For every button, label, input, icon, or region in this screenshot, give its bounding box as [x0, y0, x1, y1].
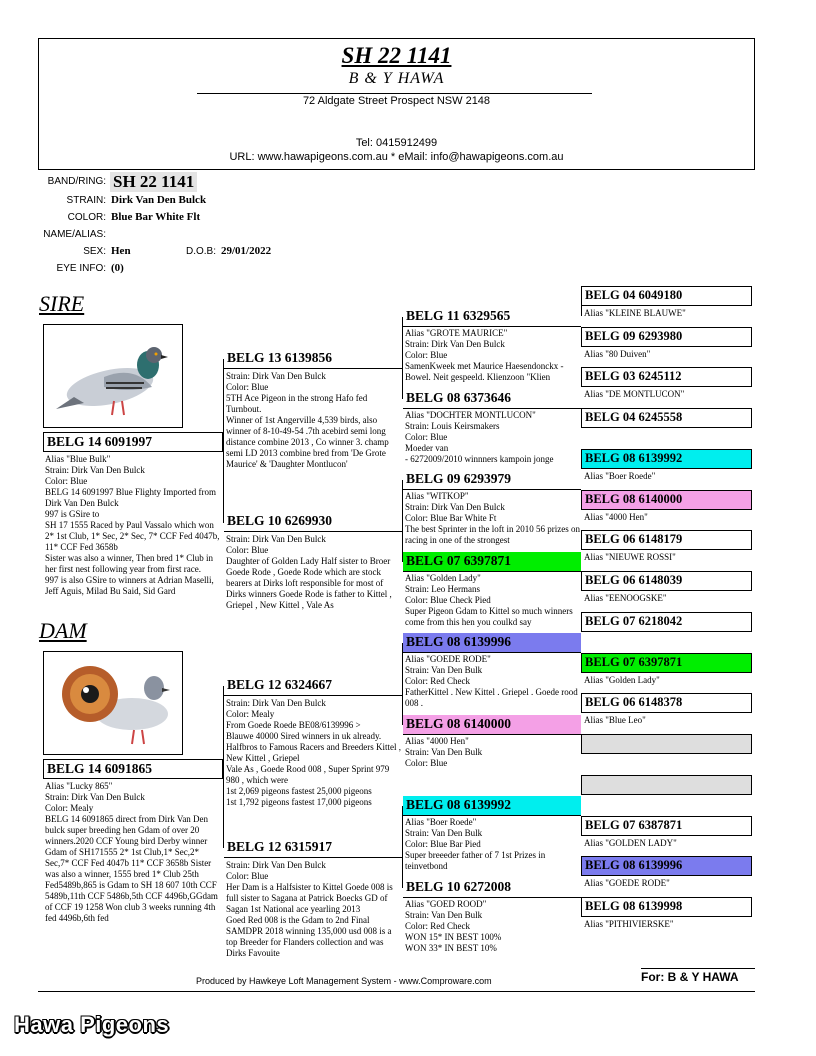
strain-value: Dirk Van Den Bulck	[111, 194, 207, 206]
gen5-band-8: BELG 06 6148039	[581, 571, 752, 591]
pigeon-icon	[44, 652, 182, 754]
detail-line: Super breeeder father of 7 1st Prizes in teinvetbond	[405, 850, 546, 871]
great-grandparent-band-6: BELG 08 6140000	[403, 715, 581, 735]
detail-line: WON 33* IN BEST 10%	[405, 943, 497, 953]
great-grandparent-band-5: BELG 08 6139996	[403, 633, 581, 653]
dam-title: DAM	[39, 618, 87, 643]
header-box	[38, 38, 755, 170]
detail-line: Strain: Van Den Bulk	[405, 747, 483, 757]
gen5-band-15: BELG 08 6139996	[581, 856, 752, 876]
gen5-band-2: BELG 09 6293980	[581, 327, 752, 347]
grandparent-details-4	[226, 860, 402, 970]
detail-line: Alias "Golden Lady"	[405, 573, 481, 583]
gen5-band-4: BELG 04 6245558	[581, 408, 752, 428]
detail-line: 1st 1,792 pigeons fastest 17,000 pigeons	[226, 797, 372, 807]
detail-line: Alias "GROTE MAURICE"	[405, 328, 508, 338]
sire-details	[45, 454, 223, 636]
detail-line: Alias "DOCHTER MONTLUCON"	[405, 410, 536, 420]
gen5-alias-14: Alias "GOLDEN LADY"	[584, 838, 677, 848]
sex-value: Hen	[111, 245, 131, 257]
header-divider	[197, 93, 592, 94]
eye-value: (0)	[111, 262, 124, 274]
header-band: SH 22 1141	[341, 43, 452, 68]
detail-line: Color: Mealy	[226, 709, 275, 719]
grandparent-band-4: BELG 12 6315917	[224, 838, 402, 858]
gen5-alias-3: Alias "DE MONTLUCON"	[584, 389, 685, 399]
detail-line: Strain: Van Den Bulk	[405, 828, 483, 838]
sex-label: SEX:	[83, 246, 106, 257]
detail-line: Alias "Blue Bulk"	[45, 454, 111, 464]
name-label: NAME/ALIAS:	[43, 229, 106, 240]
detail-line: Color: Blue	[45, 476, 88, 486]
dam-photo	[43, 651, 183, 755]
great-grandparent-band-4: BELG 07 6397871	[403, 552, 581, 572]
detail-line: Alias "GOEDE RODE"	[405, 654, 491, 664]
detail-line: Daughter of Golden Lady Half sister to Broer Goede Rode , Goede Rode which are stock bearers at Dirks loft responsible for most of Dirks winners Goede Rode is father to Kittel , Griepel , New Kittel , Vale As	[226, 556, 392, 610]
gen5-band-9: BELG 07 6218042	[581, 612, 752, 632]
color-label: COLOR:	[67, 212, 106, 223]
gen5-alias-11: Alias "Blue Leo"	[584, 715, 646, 725]
header-tel: Tel: 0415912499	[355, 137, 438, 149]
sire-band: BELG 14 6091997	[43, 432, 223, 452]
gen5-alias-16: Alias "PITHIVIERSKE"	[584, 919, 674, 929]
gen5-band-16: BELG 08 6139998	[581, 897, 752, 917]
grandparent-band-2: BELG 10 6269930	[224, 512, 402, 532]
gen5-band-1: BELG 04 6049180	[581, 286, 752, 306]
detail-line: Alias "Lucky 865"	[45, 781, 113, 791]
detail-line: SH 17 1555 Raced by Paul Vassalo which won 2* 1st Club, 1* Sec, 2* Sec, 7* CCF Fed 4047b, 11* CCF Fed 3658b	[45, 520, 220, 552]
band-label: BAND/RING:	[47, 176, 106, 187]
dam-details	[45, 781, 223, 941]
detail-line: - 6272009/2010 winnners kampoin jonge	[405, 454, 554, 464]
gen5-band-7: BELG 06 6148179	[581, 530, 752, 550]
gen5-band-11: BELG 06 6148378	[581, 693, 752, 713]
pigeon-icon	[44, 325, 182, 427]
grandparent-details-2	[226, 534, 402, 634]
header-web: URL: www.hawapigeons.com.au * eMail: info@hawapigeons.com.au	[229, 151, 564, 163]
gen5-band-6: BELG 08 6140000	[581, 490, 752, 510]
detail-line: Strain: Dirk Van Den Bulck	[45, 792, 145, 802]
detail-line: The best Sprinter in the loft in 2010 56 prizes on racing in one of the strongest	[405, 524, 580, 545]
great-grandparent-details-3	[405, 491, 581, 551]
detail-line: 5TH Ace Pigeon in the strong Hafo fed Turnbout.	[226, 393, 368, 414]
connector	[402, 317, 403, 399]
detail-line: Alias "Boer Roede"	[405, 817, 477, 827]
gen5-alias-2: Alias "80 Duiven"	[584, 349, 651, 359]
detail-line: From Goede Roede BE08/6139996 >	[226, 720, 361, 730]
strain-label: STRAIN:	[66, 195, 106, 206]
connector	[223, 359, 224, 523]
detail-line: Blauwe 40000 Sired winners in uk already. Halfbros to Famous Racers and Breeders Kittel , New Kittel , Griepel	[226, 731, 401, 763]
detail-line: Super Pigeon Gdam to Kittel so much winners come from this hen you coulkd say	[405, 606, 573, 627]
great-grandparent-details-7	[405, 817, 581, 877]
detail-line: Strain: Louis Keirsmakers	[405, 421, 500, 431]
detail-line: Strain: Dirk Van Den Bulck	[45, 465, 145, 475]
detail-line: Color: Blue	[405, 758, 448, 768]
great-grandparent-band-8: BELG 10 6272008	[403, 878, 581, 898]
watermark: Hawa Pigeons	[14, 1012, 170, 1037]
detail-line: Strain: Van Den Bulk	[405, 910, 483, 920]
gen5-alias-7: Alias "NIEUWE ROSSI"	[584, 552, 676, 562]
footer-for: For: B & Y HAWA	[641, 968, 755, 984]
eye-label: EYE INFO:	[56, 263, 106, 274]
header-address: 72 Aldgate Street Prospect NSW 2148	[302, 95, 491, 107]
detail-line: Alias "GOED ROOD"	[405, 899, 487, 909]
detail-line: Strain: Dirk Van Den Bulck	[226, 371, 326, 381]
great-grandparent-details-8	[405, 899, 581, 959]
detail-line: Strain: Dirk Van Den Bulck	[226, 860, 326, 870]
great-grandparent-band-2: BELG 08 6373646	[403, 389, 581, 409]
gen5-band-5: BELG 08 6139992	[581, 449, 752, 469]
great-grandparent-band-7: BELG 08 6139992	[403, 796, 581, 816]
great-grandparent-band-1: BELG 11 6329565	[403, 307, 581, 327]
detail-line: Color: Blue	[226, 382, 269, 392]
grandparent-details-3	[226, 698, 402, 836]
great-grandparent-details-5	[405, 654, 581, 714]
detail-line: Strain: Leo Hermans	[405, 584, 480, 594]
detail-line: Color: Blue Bar White Ft	[405, 513, 497, 523]
detail-line: Color: Red Check	[405, 676, 470, 686]
detail-line: Alias "4000 Hen"	[405, 736, 469, 746]
dob-label: D.O.B:	[185, 246, 216, 257]
header-owner: B & Y HAWA	[348, 70, 445, 87]
gen5-band-10: BELG 07 6397871	[581, 653, 752, 673]
detail-line: Moeder van	[405, 443, 449, 453]
detail-line: 997 is also GSire to winners at Adrian Maselli, Jeff Aguis, Milad Bu Said, Sid Gard	[45, 575, 214, 596]
dob-value: 29/01/2022	[221, 245, 272, 257]
detail-line: Goed Red 008 is the Gdam to 2nd Final SAMDPR 2018 winning 135,000 usd 008 is a top Breeder for Flanders collection and was Dirks Favouite	[226, 915, 392, 958]
gen5-alias-5: Alias "Boer Roede"	[584, 471, 656, 481]
gen5-alias-15: Alias "GOEDE RODE"	[584, 878, 670, 888]
detail-line: Alias "WITKOP"	[405, 491, 469, 501]
detail-line: 997 is GSire to	[45, 509, 100, 519]
connector	[402, 806, 403, 888]
gen5-band-3: BELG 03 6245112	[581, 367, 752, 387]
gen5-alias-1: Alias "KLEINE BLAUWE"	[584, 308, 686, 318]
detail-line: FatherKittel . New Kittel . Griepel . Goede rood 008 .	[405, 687, 578, 708]
detail-line: Color: Blue	[226, 545, 269, 555]
grandparent-band-1: BELG 13 6139856	[224, 349, 402, 369]
sire-photo	[43, 324, 183, 428]
grandparent-details-1	[226, 371, 402, 489]
detail-line: Winner of 1st Angerville 4,539 birds, also winner of 8-10-49-54 .7th acebird semi long distance combine 2013 , Co winner 3. champ semi LD 2013 combine bred from 'De Grote Maurice' & 'Daughter Montlucon'	[226, 415, 389, 469]
detail-line: BELG 14 6091997 Blue Flighty Imported from Dirk Van Den Bulck	[45, 487, 216, 508]
great-grandparent-details-6	[405, 736, 581, 796]
band-value: SH 22 1141	[110, 172, 197, 192]
detail-line: SamenKweek met Maurice Haesendonckx - Bowel. Neit gespeeld. Klienzoon "Klien	[405, 361, 564, 382]
detail-line: Color: Blue	[405, 350, 448, 360]
great-grandparent-details-1	[405, 328, 581, 388]
gen5-band-12	[581, 734, 752, 754]
footer-produced: Produced by Hawkeye Loft Management System - www.Comproware.com	[196, 976, 492, 986]
detail-line: Strain: Dirk Van Den Bulck	[226, 534, 326, 544]
great-grandparent-details-2	[405, 410, 581, 470]
detail-line: Strain: Dirk Van Den Bulck	[405, 502, 505, 512]
detail-line: Strain: Dirk Van Den Bulck	[226, 698, 326, 708]
detail-line: 1st 2,069 pigeons fastest 25,000 pigeons	[226, 786, 372, 796]
gen5-band-13	[581, 775, 752, 795]
connector	[223, 686, 224, 848]
detail-line: Color: Blue Bar Pied	[405, 839, 481, 849]
dam-band: BELG 14 6091865	[43, 759, 223, 779]
detail-line: WON 15* IN BEST 100%	[405, 932, 502, 942]
detail-line: Strain: Van Den Bulk	[405, 665, 483, 675]
gen5-alias-6: Alias "4000 Hen"	[584, 512, 648, 522]
detail-line: Her Dam is a Halfsister to Kittel Goede 008 is full sister to Sagana at Patrick Boecks GD of Sagan 1st National ace yearling 2013	[226, 882, 393, 914]
detail-line: Color: Blue Check Pied	[405, 595, 491, 605]
color-value: Blue Bar White Flt	[111, 211, 201, 223]
detail-line: Color: Blue	[405, 432, 448, 442]
great-grandparent-band-3: BELG 09 6293979	[403, 470, 581, 490]
footer-divider	[38, 991, 755, 992]
great-grandparent-details-4	[405, 573, 581, 633]
gen5-alias-10: Alias "Golden Lady"	[584, 675, 660, 685]
connector	[402, 643, 403, 725]
detail-line: Color: Red Check	[405, 921, 470, 931]
detail-line: Color: Blue	[226, 871, 269, 881]
detail-line: Sister was also a winner, Then bred 1* Club in her first nest following year from first race.	[45, 553, 213, 574]
gen5-alias-8: Alias "EENOOGSKE"	[584, 593, 667, 603]
connector	[402, 480, 403, 562]
detail-line: Vale As , Goede Rood 008 , Super Sprint 979 980 , which were	[226, 764, 390, 785]
grandparent-band-3: BELG 12 6324667	[224, 676, 402, 696]
detail-line: Color: Mealy	[45, 803, 94, 813]
detail-line: BELG 14 6091865 direct from Dirk Van Den bulck super breeding hen Gdam of over 20 winners.2020 CCF Young bird Derby winner Gdam of SH171555 2* 1st Club,1* Sec,2* Sec,7* CCF Fed 4047b 11* CCF 3658b Sister was also a winner, 1555 bred 1* Club 25th Fed5489b,865 is Gdam to SH 18 607 10th CCF 5489b,11th CCF 5486b,5th CCF 4496b,GGdam of CCF 19 1258 Won club 3 weeks running 4th fed 4496b,6th fed	[45, 814, 218, 923]
sire-title: SIRE	[39, 291, 85, 316]
gen5-band-14: BELG 07 6387871	[581, 816, 752, 836]
detail-line: Strain: Dirk Van Den Bulck	[405, 339, 505, 349]
